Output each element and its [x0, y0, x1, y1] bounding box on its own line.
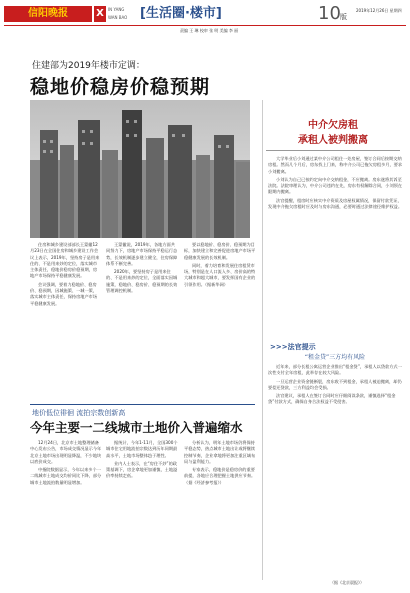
column-divider: [262, 100, 263, 580]
article-paragraph: 据统计，今年1-11月，全国300个城市住宅用地流拍宗数达到历年同期最高水平，土地市场整体趋于理性。: [106, 440, 178, 458]
top-story-column-1: [30, 242, 100, 400]
page-unit: 版: [340, 13, 347, 21]
skyline-photo: [30, 100, 250, 238]
bottom-story-kicker: 地价低位徘徊 流拍宗数创新高: [32, 409, 126, 417]
top-story-kicker: 住建部为2019年楼市定调：: [32, 61, 145, 71]
article-paragraph: 中指院数据显示，今年以来多个一二线城市土地成交均价同比下降，部分城市土地流拍数量明显增加。: [30, 467, 102, 485]
article-paragraph: 要以稳地价、稳房价、稳预期为目标，加快建立和完善促进房地产市场平稳健康发展的长效机制。: [184, 242, 256, 260]
issue-date: 2019年12月26日 星期四: [356, 8, 402, 13]
article-paragraph: 2020年，要坚持房子是用来住的、不是用来炒的定位，全面落实因城施策，稳地价、稳房价、稳预期的长效管理调控机制。: [106, 269, 178, 294]
bottom-story-column-1: [30, 440, 102, 588]
section-title: [生活圈·楼市]: [140, 6, 222, 21]
article-paragraph: 近年来，部分长租公寓运营企业推出“租金贷”，承租人以贷款方式一次性支付全年房租，此举存在较大风险。: [268, 364, 402, 376]
bottom-story-rule: [30, 404, 255, 405]
side-story-box-body: [268, 364, 402, 576]
article-paragraph: 12月24日，北京市土地整理储备中心发布公告，市场成交情况显示今年北京土地市场出现明显降温，不少地块以底价成交。: [30, 440, 102, 464]
article-paragraph: 分析认为，明年土地市场仍将保持平稳态势，热点城市土地出让或将继续控制节奏，企业拿地将更加注重区域布局与盈利能力。: [184, 440, 256, 464]
section-english-name: IN YANG WAN BAO: [108, 7, 128, 20]
bottom-story-column-2: [106, 440, 178, 588]
article-paragraph: 住房和城乡建设部部长王蒙徽12月23日在全国住房和城乡建设工作会议上表示，2019年，坚持房子是用来住的、不是用来炒的定位，落实城市主体责任，稳地价稳房价稳预期，房地产市场保持平稳健康发展。: [30, 242, 100, 279]
side-headline-line-1: 中介欠房租: [308, 120, 358, 131]
side-story-body: [268, 156, 402, 338]
bottom-story-column-3: [184, 440, 258, 588]
top-story-column-2: [106, 242, 178, 400]
city-skyline-image: [30, 100, 250, 238]
article-paragraph: 专家表示，稳地价是稳房价的重要前提，各地应合理把握土地供应节奏。（据《经济参考报》）: [184, 467, 256, 485]
side-story-source: （据《北京晨报》）: [330, 580, 364, 585]
article-paragraph: 小刘认为自己已按约定向中介交纳租金，不应搬离。房东遂将其诉至法院。法院审理认为，中介公司违约在先，房东有权解除合同，小刘须在限期内搬离。: [268, 176, 402, 195]
article-paragraph: 法官提醒，租房时应核实中介资质及房屋权属情况，保留付款凭证，发现中介拖欠房租时应及时与房东沟通，必要时通过法律途径维护权益。: [268, 197, 402, 210]
editor-credits: 责编 王 琳 校审 张 明 美编 李 丽: [180, 28, 239, 33]
side-story-headline: [268, 118, 398, 148]
section-letter: X: [94, 6, 106, 22]
article-paragraph: 王蒙徽说，2019年，各地方面共同努力下，房地产市场保持平稳运行态势，长效机制逐步建立健全，住房保障体系不断完善。: [106, 242, 178, 266]
masthead-rule: [4, 25, 406, 26]
side-headline-rule: [266, 150, 400, 151]
top-story-headline: 稳地价稳房价稳预期: [30, 76, 211, 98]
article-paragraph: 一旦运营企业资金链断裂，房东收不到租金，承租人被迫搬离，却仍要偿还贷款，三方利益均会受损。: [268, 378, 402, 390]
article-paragraph: 同时，着力培育和发展住房租赁市场，特别是在人口流入多、房价高的特大城市和超大城市，要发挥国有企业的引领作用。（据新华网）: [184, 262, 256, 287]
newspaper-logo: 信阳晚报: [4, 6, 92, 22]
article-paragraph: 大学毕业后小刘通过某中介公司租住一处房屋，签订合同后按期交纳房租。然而几个月后，房东找上门来，称中介公司已拖欠房租多月，要求小刘搬离。: [268, 156, 402, 174]
article-paragraph: 业内人士表示，在“房住不炒”的政策基调下，房企拿地更加谨慎，土地溢价率持续走低。: [106, 460, 178, 479]
bottom-story-headline: 今年主要一二线城市土地价入普遍缩水: [30, 420, 243, 435]
article-paragraph: 会议强调，要着力稳地价、稳房价、稳预期，因城施策、一城一策，落实城市主体责任，保持房地产市场平稳健康发展。: [30, 281, 98, 306]
judge-tip-kicker: >>>法官提示: [270, 343, 316, 351]
article-paragraph: 法官建议，承租人在签订合同时应仔细阅读条款，谨慎选择“租金贷”付款方式，确保自身合法权益不受侵害。: [268, 393, 396, 405]
side-headline-line-2: 承租人被判搬离: [298, 135, 368, 146]
top-story-column-3: [184, 242, 256, 400]
page-number: 10: [318, 3, 341, 24]
rent-loan-subheading: “租金贷”三方均有风险: [304, 354, 366, 361]
